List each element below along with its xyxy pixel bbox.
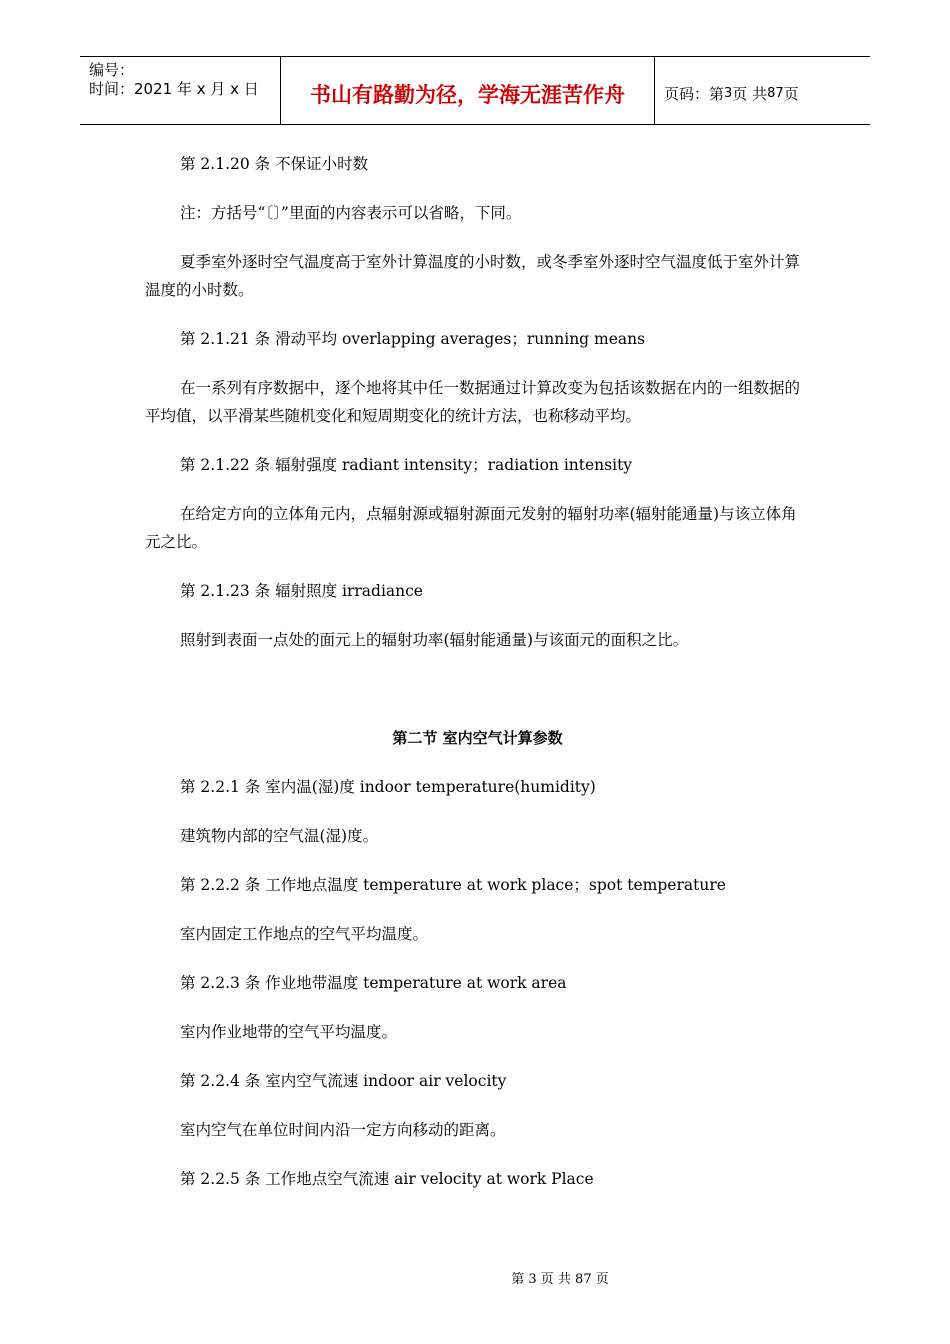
clause-heading: 第 2.2.3 条 作业地带温度 temperature at work area bbox=[180, 974, 567, 992]
clause-heading: 第 2.1.23 条 辐射照度 irradiance bbox=[180, 582, 423, 600]
clause-heading: 第 2.2.1 条 室内温(湿)度 indoor temperature(humidity) bbox=[180, 778, 596, 796]
document-date: 时间：2021 年 x 月 x 日 bbox=[89, 80, 259, 98]
header-page-info bbox=[655, 57, 870, 124]
clause-heading: 第 2.2.2 条 工作地点温度 temperature at work place；spot temperature bbox=[180, 876, 726, 894]
document-body bbox=[145, 150, 810, 1193]
clause-heading: 第 2.1.21 条 滑动平均 overlapping averages；running means bbox=[180, 330, 646, 348]
section-heading: 第二节 室内空气计算参数 bbox=[392, 729, 563, 747]
definition-paragraph: 在给定方向的立体角元内，点辐射源或辐射源面元发射的辐射功率(辐射能通量)与该立体角元之比。 bbox=[145, 505, 797, 551]
definition-paragraph: 室内空气在单位时间内沿一定方向移动的距离。 bbox=[180, 1121, 506, 1139]
clause-heading: 第 2.1.20 条 不保证小时数 bbox=[180, 155, 369, 173]
definition-paragraph: 建筑物内部的空气温(湿)度。 bbox=[180, 827, 379, 845]
page-footer: 第 3 页 共 87 页 bbox=[511, 1272, 609, 1287]
definition-paragraph: 在一系列有序数据中，逐个地将其中任一数据通过计算改变为包括该数据在内的一组数据的平均值，以平滑某些随机变化和短周期变化的统计方法，也称移动平均。 bbox=[145, 379, 801, 425]
page-current: 3 bbox=[724, 86, 733, 101]
definition-paragraph: 夏季室外逐时空气温度高于室外计算温度的小时数，或冬季室外逐时空气温度低于室外计算温度的小时数。 bbox=[145, 253, 801, 299]
definition-paragraph: 室内固定工作地点的空气平均温度。 bbox=[180, 925, 429, 943]
page-header bbox=[80, 56, 870, 125]
clause-heading: 第 2.1.22 条 辐射强度 radiant intensity；radiation intensity bbox=[180, 456, 633, 474]
clause-heading: 第 2.2.5 条 工作地点空气流速 air velocity at work Place bbox=[180, 1170, 594, 1188]
page-total: 87 bbox=[767, 86, 784, 101]
note-paragraph: 注：方括号“〔〕”里面的内容表示可以省略，下同。 bbox=[180, 204, 522, 222]
definition-paragraph: 室内作业地带的空气平均温度。 bbox=[180, 1023, 398, 1041]
document-number-label: 编号： bbox=[89, 61, 135, 79]
page-suffix: 页 bbox=[783, 85, 799, 103]
clause-heading: 第 2.2.4 条 室内空气流速 indoor air velocity bbox=[180, 1072, 507, 1090]
header-meta bbox=[80, 57, 281, 124]
definition-paragraph: 照射到表面一点处的面元上的辐射功率(辐射能通量)与该面元的面积之比。 bbox=[180, 631, 689, 649]
page-middle: 页 共 bbox=[732, 85, 768, 103]
page-prefix: 页码：第 bbox=[664, 85, 725, 103]
header-motto: 书山有路勤为径，学海无涯苦作舟 bbox=[281, 57, 655, 124]
